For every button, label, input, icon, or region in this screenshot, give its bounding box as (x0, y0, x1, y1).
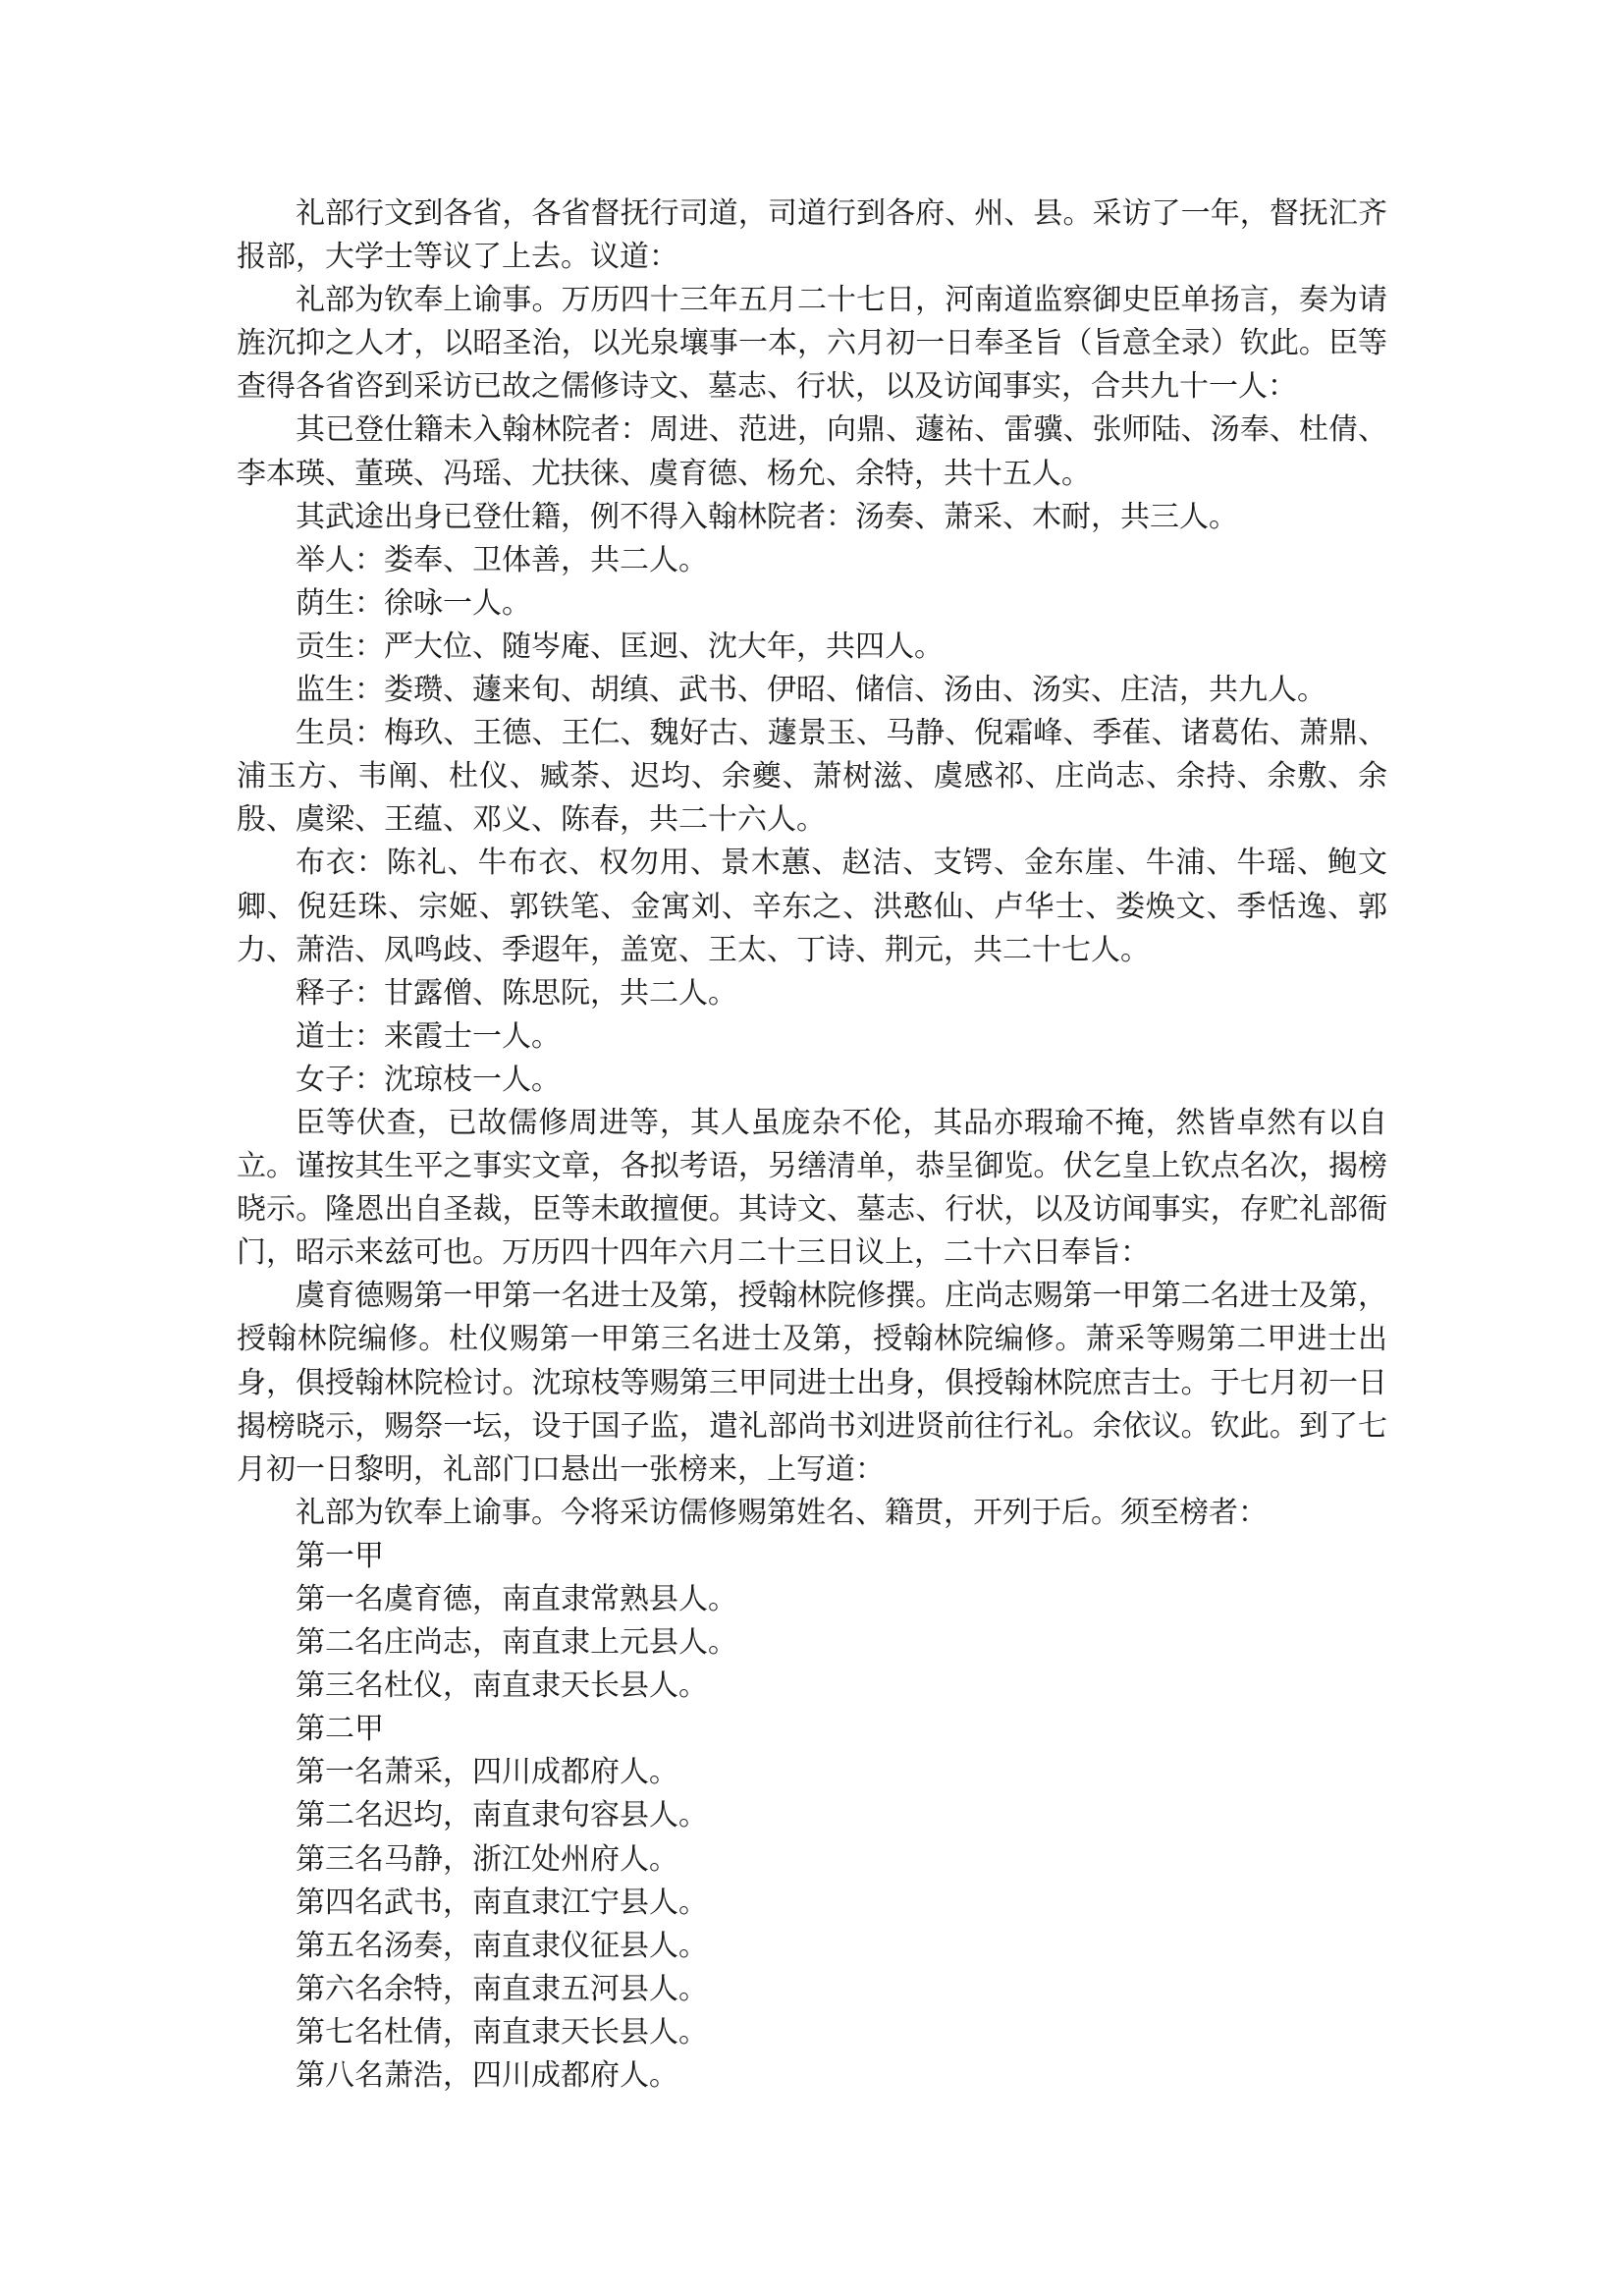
paragraph-officials: 其已登仕籍未入翰林院者：周进、范进，向鼎、蘧祐、雷骥、张师陆、汤奉、杜倩、李本瑛、董瑛、冯瑶、尤扶徕、虞育德、杨允、余特，共十五人。 (237, 412, 1387, 491)
paragraph-juren: 举人：娄奉、卫体善，共二人。 (296, 542, 708, 577)
list-item: 第四名武书，南直隶江宁县人。 (296, 1885, 708, 1920)
paragraph-shizi: 释子：甘露僧、陈思阮，共二人。 (296, 975, 737, 1011)
paragraph-shengyuan: 生员：梅玖、王德、王仁、魏好古、蘧景玉、马静、倪霜峰、季萑、诸葛佑、萧鼎、浦玉方、韦阐、杜仪、臧荼、迟均、余夔、萧树滋、虞感祁、庄尚志、余持、余敷、余殷、虞梁、王蕴、邓义、陈春，共二十六人。 (237, 716, 1387, 838)
list-item: 第七名杜倩，南直隶天长县人。 (296, 2014, 708, 2050)
list-item: 第三名马静，浙江处州府人。 (296, 1841, 678, 1877)
paragraph-daoshi: 道士：来霞士一人。 (296, 1018, 561, 1054)
paragraph-yinsheng: 荫生：徐咏一人。 (296, 585, 531, 621)
paragraph-bang-intro: 礼部为钦奉上谕事。今将采访儒修赐第姓名、籍贯，开列于后。须至榜者： (296, 1495, 1268, 1530)
paragraph-memorial: 礼部为钦奉上谕事。万历四十三年五月二十七日，河南道监察御史臣单扬言，奏为请旌沉抑之人才，以昭圣治，以光泉壤事一本，六月初一日奉圣旨（旨意全录）钦此。臣等查得各省咨到采访已故之儒修诗文、墓志、行状，以及访闻事实，合共九十一人： (237, 283, 1387, 405)
paragraph-gongsheng: 贡生：严大位、随岑庵、匡迥、沈大年，共四人。 (296, 629, 944, 664)
rank-heading-second: 第二甲 (296, 1712, 384, 1747)
list-item: 第二名迟均，南直隶句容县人。 (296, 1798, 708, 1833)
paragraph-edict: 虞育德赐第一甲第一名进士及第，授翰林院修撰。庄尚志赐第一甲第二名进士及第，授翰林院编修。杜仪赐第一甲第三名进士及第，授翰林院编修。萧采等赐第二甲进士出身，俱授翰林院检讨。沈琼枝等赐第三甲同进士出身，俱授翰林院庶吉士。于七月初一日揭榜晓示，赐祭一坛，设于国子监，遣礼部尚书刘进贤前往行礼。余依议。钦此。到了七月初一日黎明，礼部门口悬出一张榜来，上写道： (237, 1279, 1387, 1487)
list-item: 第一名萧采，四川成都府人。 (296, 1755, 678, 1790)
paragraph-nvzi: 女子：沈琼枝一人。 (296, 1062, 561, 1097)
list-item: 第一名虞育德，南直隶常熟县人。 (296, 1582, 737, 1616)
paragraph-military: 其武途出身已登仕籍，例不得入翰林院者：汤奏、萧采、木耐，共三人。 (296, 499, 1238, 534)
paragraph-jiansheng: 监生：娄瓒、蘧来旬、胡缜、武书、伊昭、储信、汤由、汤实、庄洁，共九人。 (296, 673, 1326, 708)
paragraph-conclusion: 臣等伏查，已故儒修周进等，其人虽庞杂不伦，其品亦瑕瑜不掩，然皆卓然有以自立。谨按其生平之事实文章，各拟考语，另缮清单，恭呈御览。伏乞皇上钦点名次，揭榜晓示。隆恩出自圣裁，臣等未敢擅便。其诗文、墓志、行状，以及访闻事实，存贮礼部衙门，昭示来兹可也。万历四十四年六月二十三日议上，二十六日奉旨： (237, 1105, 1387, 1271)
list-item: 第三名杜仪，南直隶天长县人。 (296, 1668, 708, 1704)
list-item: 第八名萧浩，四川成都府人。 (296, 2058, 678, 2094)
list-item: 第二名庄尚志，南直隶上元县人。 (296, 1625, 737, 1661)
paragraph-intro: 礼部行文到各省，各省督抚行司道，司道行到各府、州、县。采访了一年，督抚汇齐报部，大学士等议了上去。议道： (237, 196, 1387, 275)
rank-heading-first: 第一甲 (296, 1538, 384, 1573)
document-body (237, 192, 1387, 2098)
paragraph-buyi: 布衣：陈礼、牛布衣、权勿用、景木蕙、赵洁、支锷、金东崖、牛浦、牛瑶、鲍文卿、倪廷珠、宗姬、郭铁笔、金寓刘、辛东之、洪憨仙、卢华士、娄焕文、季恬逸、郭力、萧浩、凤鸣歧、季遐年，盖宽、王太、丁诗、荆元，共二十七人。 (237, 846, 1387, 967)
list-item: 第五名汤奏，南直隶仪征县人。 (296, 1928, 708, 1963)
list-item: 第六名余特，南直隶五河县人。 (296, 1971, 708, 2006)
